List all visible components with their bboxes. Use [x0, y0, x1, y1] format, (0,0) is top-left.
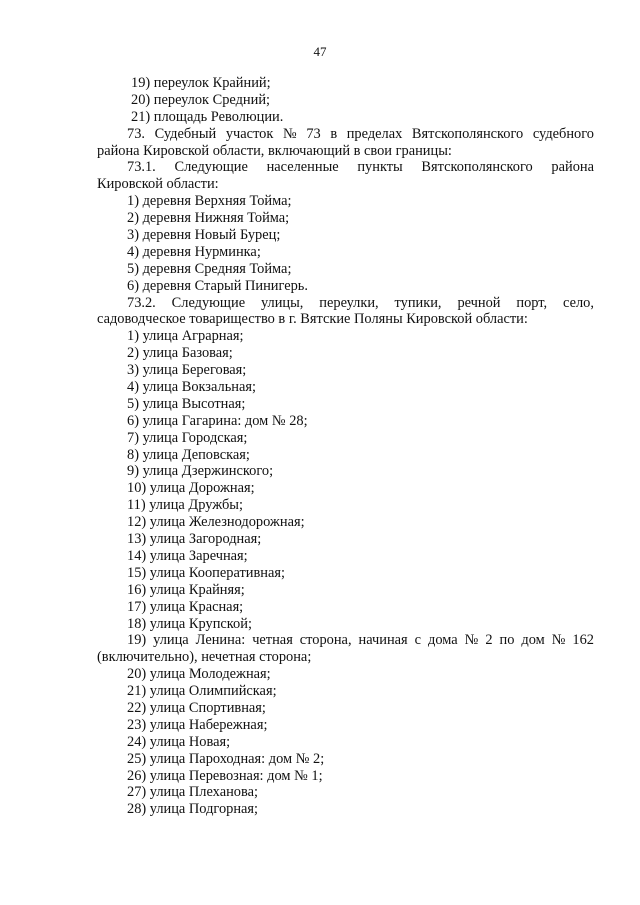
paragraph-73-line-2: района Кировской области, включающий в свои границы: [97, 142, 452, 159]
word: по [499, 632, 515, 649]
document-body [97, 75, 594, 818]
word: улицы, [260, 294, 304, 311]
list-item: 21) площадь Революции. [131, 108, 284, 125]
list-item: 28) улица Подгорная; [127, 801, 259, 818]
word: 73. [127, 125, 145, 142]
word: речной [457, 294, 501, 311]
list-item: 5) улица Высотная; [127, 395, 246, 412]
list-item: 10) улица Дорожная; [127, 480, 255, 497]
list-item: 1) деревня Верхняя Тойма; [127, 193, 292, 210]
word: тупики, [394, 294, 442, 311]
word: 19) [127, 632, 147, 649]
word: пределах [346, 125, 403, 142]
list-item: 7) улица Городская; [127, 429, 248, 446]
word: сторона, [299, 632, 352, 649]
list-item: 2) деревня Нижняя Тойма; [127, 210, 290, 227]
list-item: 5) деревня Средняя Тойма; [127, 260, 292, 277]
word: 73.1. [127, 159, 156, 176]
list-item: 3) деревня Новый Бурец; [127, 227, 281, 244]
word: переулки, [319, 294, 379, 311]
word: порт, [516, 294, 548, 311]
list-item: 24) улица Новая; [127, 733, 231, 750]
word: 73.2. [127, 294, 156, 311]
word: участок [225, 125, 274, 142]
word: с [414, 632, 422, 649]
list-item: 27) улица Плеханова; [127, 784, 258, 801]
word: Судебный [154, 125, 217, 142]
list-item: 18) улица Крупской; [127, 615, 252, 632]
list-item: 17) улица Красная; [127, 598, 244, 615]
list-item: 13) улица Загородная; [127, 531, 262, 548]
word: пункты [357, 159, 403, 176]
word: четная [252, 632, 293, 649]
list-item: 22) улица Спортивная; [127, 699, 266, 716]
list-item: 6) деревня Старый Пинигерь. [127, 277, 308, 294]
word: № [551, 632, 566, 649]
list-item: 6) улица Гагарина: дом № 28; [127, 412, 308, 429]
word: Следующие [171, 294, 246, 311]
word: Вятскополянского [411, 125, 524, 142]
list-item: 15) улица Кооперативная; [127, 564, 285, 581]
list-item-19-line-1 [97, 632, 594, 649]
page-number: 47 [313, 44, 327, 59]
list-item: 11) улица Дружбы; [127, 497, 243, 514]
list-item: 2) улица Базовая; [127, 345, 233, 362]
list-item: 19) переулок Крайний; [131, 75, 271, 91]
word: улица [153, 632, 189, 649]
list-item: 4) улица Вокзальная; [127, 379, 256, 396]
paragraph-73-2-line-1 [97, 295, 594, 312]
list-item: 12) улица Железнодорожная; [127, 514, 305, 531]
list-item: 25) улица Пароходная: дом № 2; [127, 750, 325, 767]
list-item: 9) улица Дзержинского; [127, 463, 274, 480]
word: Следующие [174, 159, 248, 176]
paragraph-73-line-1 [97, 126, 594, 143]
paragraph-73-1-line-1 [97, 159, 594, 176]
list-item-19-line-2: (включительно), нечетная сторона; [97, 649, 312, 666]
paragraph-73-1-line-2: Кировской области: [97, 176, 219, 193]
list-item: 1) улица Аграрная; [127, 328, 244, 345]
paragraph-73-2-line-2: садоводческое товарищество в г. Вятские Поляны Кировской области: [97, 311, 528, 328]
list-item: 16) улица Крайняя; [127, 581, 245, 598]
list-item: 26) улица Перевозная: дом № 1; [127, 767, 323, 784]
list-item: 4) деревня Нурминка; [127, 243, 261, 260]
word: 2 [485, 632, 493, 649]
list-item: 3) улица Береговая; [127, 362, 247, 379]
word: № [464, 632, 479, 649]
word: Ленина: [195, 632, 246, 649]
word: село, [563, 294, 594, 311]
word: 73 [306, 125, 321, 142]
word: района [551, 159, 594, 176]
word: 162 [572, 632, 594, 649]
list-item: 8) улица Деповская; [127, 446, 250, 463]
word: дом [521, 632, 545, 649]
list-item: 20) улица Молодежная; [127, 666, 271, 683]
list-item: 14) улица Заречная; [127, 547, 248, 564]
word: № [282, 125, 297, 142]
word: Вятскополянского [421, 159, 533, 176]
list-item: 20) переулок Средний; [131, 91, 271, 108]
word: начиная [358, 632, 408, 649]
word: судебного [532, 125, 594, 142]
word: дома [428, 632, 458, 649]
word: в [330, 125, 338, 142]
word: населенные [266, 159, 339, 176]
list-item: 21) улица Олимпийская; [127, 683, 277, 700]
list-item: 23) улица Набережная; [127, 716, 268, 733]
